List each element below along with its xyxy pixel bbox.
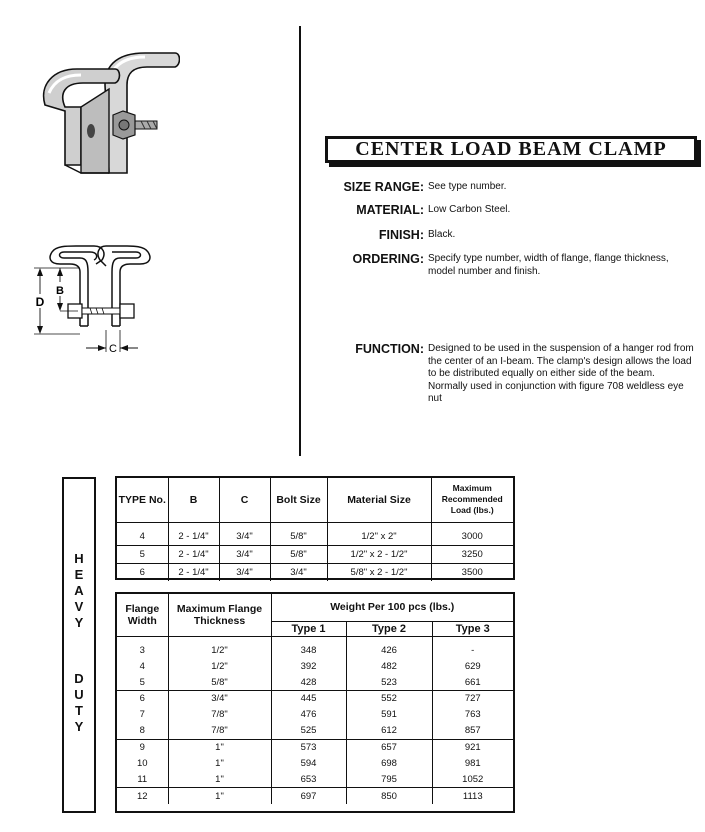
col-header: Weight Per 100 pcs (lbs.) xyxy=(271,594,513,621)
table-cell: 3/4" xyxy=(219,546,270,564)
table-row xyxy=(117,528,513,546)
table-cell: 1" xyxy=(168,788,271,804)
side-letter: U xyxy=(74,687,84,702)
col-header: B xyxy=(168,478,219,522)
beam-clamp-illustration xyxy=(25,45,180,185)
spec-value: See type number. xyxy=(428,181,507,192)
table-cell: 573 xyxy=(271,739,346,755)
table-cell: 657 xyxy=(346,739,432,755)
table-cell: 3500 xyxy=(461,566,483,578)
table-cell: 1" xyxy=(168,755,271,771)
spec-value: Low Carbon Steel. xyxy=(428,204,511,215)
table-cell: 850 xyxy=(346,788,432,804)
weight-table xyxy=(115,592,515,813)
spec-finish xyxy=(322,228,694,242)
table-cell: 525 xyxy=(271,723,346,739)
side-letter: D xyxy=(74,671,84,686)
col-header: TYPE No. xyxy=(117,478,168,522)
table-cell: 4 xyxy=(117,528,168,546)
col-header: Type 3 xyxy=(432,621,513,636)
table-cell: 5 xyxy=(117,674,168,690)
table-row xyxy=(117,707,513,723)
table-row xyxy=(117,723,513,739)
table-cell: 7/8" xyxy=(168,723,271,739)
table-cell: 3/4" xyxy=(270,563,327,581)
table-cell: 3/4" xyxy=(168,691,271,707)
page-title: CENTER LOAD BEAM CLAMP xyxy=(325,136,697,163)
table-row xyxy=(117,658,513,674)
table-cell: 653 xyxy=(271,772,346,788)
table-cell: 1/2" x 2" xyxy=(327,528,431,546)
spec-size-range xyxy=(322,180,694,194)
table-cell: 6 xyxy=(117,563,168,581)
table-cell: 727 xyxy=(464,693,481,705)
table-cell: 763 xyxy=(464,709,481,721)
col-header: Type 2 xyxy=(346,621,432,636)
table-cell: 698 xyxy=(346,755,432,771)
side-letter: V xyxy=(74,599,84,614)
column-divider xyxy=(299,26,301,456)
dim-c-label: C xyxy=(109,343,117,355)
table-cell: 5/8" xyxy=(168,674,271,690)
table-cell: 2 - 1/4" xyxy=(168,528,219,546)
table-cell: 661 xyxy=(432,674,513,690)
table-cell: 857 xyxy=(432,723,513,739)
spec-value: Designed to be used in the suspension of a hanger rod from the center of an I-beam. The clamp's design allows the load to be distributed equally on either side of the beam. Normally used in conjunction with figure 708 weldless eye nut xyxy=(428,343,694,404)
table-cell: 3250 xyxy=(431,546,513,564)
table-cell: 612 xyxy=(346,723,432,739)
heavy-duty-label xyxy=(62,477,96,813)
table-cell: 445 xyxy=(271,691,346,707)
table-cell: 697 xyxy=(271,788,346,804)
table-cell: 552 xyxy=(346,691,432,707)
table-cell: 12 xyxy=(117,788,168,804)
table-cell: 392 xyxy=(271,658,346,674)
table-row xyxy=(117,739,513,755)
table-cell: 9 xyxy=(117,739,168,755)
side-letter: A xyxy=(74,583,84,598)
table-cell: 3/4" xyxy=(219,563,270,581)
type-table xyxy=(115,476,515,580)
table-cell: 523 xyxy=(346,674,432,690)
table-cell: 1/2" xyxy=(168,658,271,674)
spec-label: MATERIAL: xyxy=(356,203,424,217)
table-cell: 11 xyxy=(117,772,168,788)
table-cell: 8 xyxy=(117,723,168,739)
table-cell: 476 xyxy=(271,707,346,723)
table-cell: 3 xyxy=(117,642,168,658)
table-row xyxy=(117,755,513,771)
table-cell: 1" xyxy=(168,739,271,755)
table-cell: 1/2" xyxy=(168,642,271,658)
table-cell: 1" xyxy=(168,772,271,788)
col-header: Type 1 xyxy=(271,621,346,636)
col-header: Bolt Size xyxy=(270,478,327,522)
spec-function xyxy=(322,342,694,406)
table-row xyxy=(117,691,513,707)
table-cell: 629 xyxy=(464,660,481,672)
side-letter: Y xyxy=(74,719,84,734)
side-letter: T xyxy=(75,703,83,718)
spec-ordering xyxy=(322,252,694,278)
table-cell: 981 xyxy=(464,757,481,769)
table-cell: 5/8" x 2 - 1/2" xyxy=(327,563,431,581)
table-cell: 2 - 1/4" xyxy=(168,563,219,581)
col-header: Maximum Recommended Load (lbs.) xyxy=(431,478,513,522)
col-header: C xyxy=(219,478,270,522)
table-cell: 5/8" xyxy=(270,546,327,564)
spec-material xyxy=(322,203,694,217)
spec-label: SIZE RANGE: xyxy=(343,180,424,194)
dim-b-label: B xyxy=(56,285,64,297)
table-row xyxy=(117,788,513,804)
table-cell: 591 xyxy=(346,707,432,723)
table-cell: 7/8" xyxy=(168,707,271,723)
dim-d-label: D xyxy=(35,295,45,309)
table-cell: 428 xyxy=(271,674,346,690)
dimension-diagram xyxy=(20,238,170,358)
table-cell: 6 xyxy=(117,691,168,707)
table-cell: 348 xyxy=(271,642,346,658)
side-letter: H xyxy=(74,551,84,566)
table-cell: 1/2" x 2 - 1/2" xyxy=(327,546,431,564)
table-cell: 4 xyxy=(117,658,168,674)
table-row xyxy=(117,674,513,690)
side-letter: E xyxy=(74,567,84,582)
table-cell: 7 xyxy=(117,707,168,723)
table-cell: 426 xyxy=(346,642,432,658)
spec-label: ORDERING: xyxy=(352,252,424,266)
table-cell: 795 xyxy=(346,772,432,788)
table-cell: 5/8" xyxy=(270,528,327,546)
table-cell: 594 xyxy=(271,755,346,771)
table-cell: 2 - 1/4" xyxy=(168,546,219,564)
table-cell: 5 xyxy=(117,546,168,564)
table-row xyxy=(117,546,513,564)
table-cell: 1113 xyxy=(462,790,483,802)
table-cell: 10 xyxy=(117,755,168,771)
side-letter: Y xyxy=(74,615,84,630)
table-cell: 3000 xyxy=(431,528,513,546)
table-cell: - xyxy=(471,644,475,656)
spec-value: Specify type number, width of flange, flange thickness, model number and finish. xyxy=(428,253,669,277)
spec-label: FINISH: xyxy=(378,228,424,242)
col-header: Material Size xyxy=(327,478,431,522)
table-cell: 482 xyxy=(346,658,432,674)
table-cell: 921 xyxy=(464,741,481,753)
table-row xyxy=(117,563,513,581)
col-header: Maximum Flange Thickness xyxy=(168,594,271,636)
table-cell: 1052 xyxy=(432,772,513,788)
col-header: Flange Width xyxy=(117,594,168,636)
spec-label: FUNCTION: xyxy=(355,342,424,356)
table-row xyxy=(117,772,513,788)
table-row xyxy=(117,642,513,658)
table-cell: 3/4" xyxy=(219,528,270,546)
spec-value: Black. xyxy=(428,229,456,240)
